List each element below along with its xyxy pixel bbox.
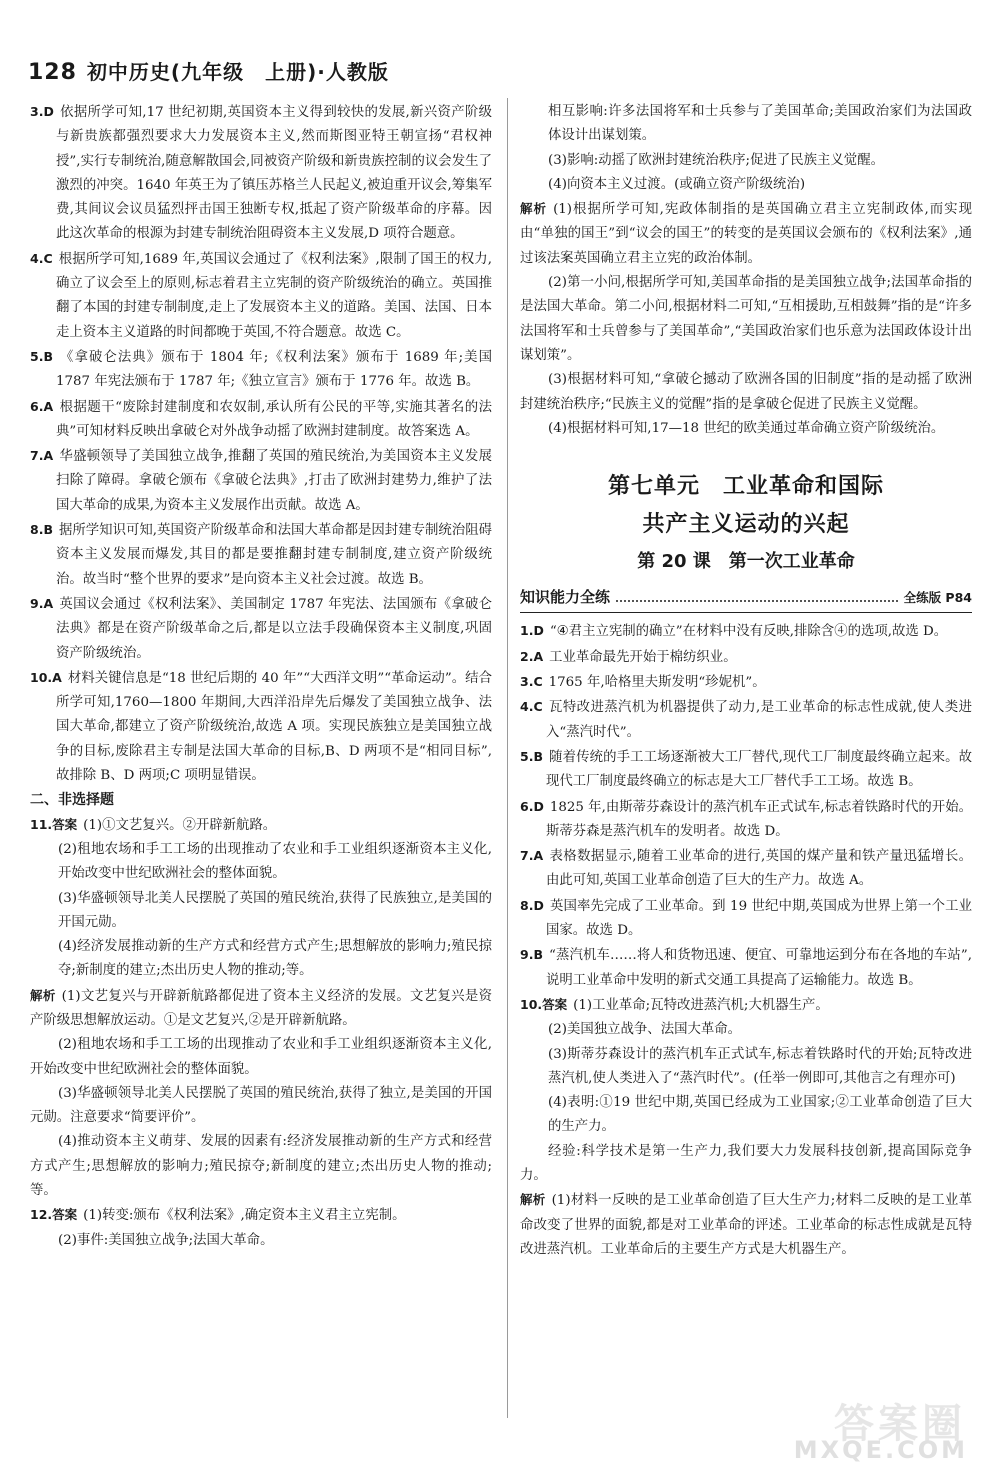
- unit-title: 第七单元 工业革命和国际: [607, 474, 884, 500]
- answer-item: [520, 645, 972, 670]
- answer-text: “蒸汽机车……将人和货物迅速、便宜、可靠地运到分布在各地的车站”,说明工业革命中发明的新式交通工具提高了运输能力。故选 B。: [546, 948, 972, 988]
- answer-item: [520, 695, 972, 745]
- answer-key: 4.C: [30, 250, 53, 266]
- answer-text: 依据所学可知,17 世纪初期,英国资本主义得到较快的发展,新兴资产阶级与新贵族都强烈要求大力发展资本主义,然而斯图亚特王朝宣扬“君权神授”,实行专制统治,随意解散国会,同被资产阶级和新贵族控制的议会发生了激烈的冲突。1640 年英王为了镇压苏格兰人民起义,被迫重开议会,筹集军费,其间议会议员猛烈抨击国王独断专权,抵起了资产阶级革命的序幕。因此这次革命的根源为封建专制统治阻碍资本主义发展,D 项符合题意。: [56, 105, 492, 242]
- analysis-text: (3)华盛顿领导北美人民摆脱了英国的殖民统治,获得了独立,是美国的开国元勋。注意要求“简要评价”。: [30, 1085, 492, 1126]
- answer-key: 4.C: [520, 699, 543, 715]
- lesson-title: 第 20 课 第一次工业革命: [637, 551, 855, 573]
- analysis-item: [520, 197, 972, 271]
- analysis-text: (1)根据所学可知,宪政体制指的是英国确立君主立宪制政体,而实现由“单独的国王”到“议会的国王”的转变的是英国议会颁布的《权利法案》,通过该法案英国确立君主立宪的政治体制。: [520, 202, 972, 266]
- answer-text: (4)经济发展推动新的生产方式和经营方式产生;思想解放的影响力;殖民掠夺;新制度的建立;杰出历史人物的推动;等。: [58, 939, 492, 979]
- answer-text: 根据所学可知,1689 年,英国议会通过了《权利法案》,限制了国王的权力,确立了议会至上的原则,标志着君主立宪制的资产阶级统治的确立。英国推翻了本国的封建专制制度,走上了发展资本主义的道路。美国、法国、日本走上资本主义道路的时间都晚于英国,不符合题意。故选 C。: [56, 251, 492, 340]
- answer-key: 7.A: [520, 848, 544, 864]
- answer-key: 5.B: [30, 348, 53, 364]
- answer-item: [30, 1203, 492, 1228]
- answer-text: 根据题干“废除封建制度和农奴制,承认所有公民的平等,实施其著名的法典”可知材料反映出拿破仑对外战争动摇了欧洲封建制度。故答案选 A。: [56, 399, 492, 439]
- answer-text: (1)工业革命;瓦特改进蒸汽机;大机器生产。: [573, 997, 829, 1013]
- analysis-item: [30, 984, 492, 1034]
- analysis-text: (2)租地农场和手工工场的出现推动了农业和手工业组织逐渐资本主义化,开始改变中世纪欧洲社会的整体面貌。: [30, 1037, 492, 1077]
- answer-text: (3)斯蒂芬森设计的蒸汽机车正式试车,标志着铁路时代的开始;瓦特改进蒸汽机,使人类进入了“蒸汽时代”。(任举一例即可,其他言之有理亦可): [548, 1046, 972, 1086]
- answer-text: (2)租地农场和手工工场的出现推动了农业和手工业组织逐渐资本主义化,开始改变中世纪欧洲社会的整体面貌。: [58, 841, 492, 882]
- answer-item: [30, 592, 492, 666]
- answer-item: [30, 444, 492, 518]
- answer-text: 华盛顿领导了美国独立战争,推翻了英国的殖民统治,为美国资本主义发展扫除了障碍。拿破仑颁布《拿破仑法典》,打击了欧洲封建势力,维护了法国大革命的成果,为资本主义发展作出贡献。故选 A。: [56, 449, 492, 513]
- answer-text: 工业革命最先开始于棉纺织业。: [549, 649, 737, 665]
- section-bar-title: 知识能力全练: [520, 588, 611, 607]
- unit-subtitle: 共产主义运动的兴起: [642, 512, 850, 538]
- page-header: [28, 56, 389, 85]
- book-title: 初中历史(九年级 上册)·人教版: [86, 60, 389, 84]
- answer-item: [520, 844, 972, 894]
- answer-text: 英国率先完成了工业革命。到 19 世纪中期,英国成为世界上第一个工业国家。故选 D。: [546, 898, 972, 939]
- answer-text: (2)美国独立战争、法国大革命。: [548, 1022, 742, 1038]
- analysis-key: 解析: [520, 201, 548, 217]
- answer-item: [30, 813, 492, 838]
- analysis-text: (1)材料一反映的是工业革命创造了巨大生产力;材料二反映的是工业革命改变了世界的面貌,都是对工业革命的评述。工业革命的标志性成就是瓦特改进蒸汽机。工业革命后的主要生产方式是大机器生产。: [520, 1193, 972, 1257]
- watermark-logo-text: 答案圈: [834, 1401, 966, 1447]
- answer-text: 经验:科学技术是第一生产力,我们要大力发展科技创新,提高国际竞争力。: [520, 1143, 972, 1183]
- page-number: 128: [28, 60, 77, 85]
- answer-text: 英国议会通过《权利法案》、美国制定 1787 年宪法、法国颁布《拿破仑法典》都是在资产阶级革命之后,都是以立法手段确保资本主义制度,巩固资产阶级统治。: [56, 596, 492, 661]
- answer-key: 3.D: [30, 104, 54, 119]
- answer-text: 相互影响:许多法国将军和士兵参与了美国革命;美国政治家们为法国政体设计出谋划策。: [548, 104, 972, 144]
- answer-key: 3.C: [520, 674, 543, 690]
- site-watermark: [736, 1392, 986, 1464]
- column-divider: [507, 98, 508, 1418]
- answer-text: (3)影响:动摇了欧洲封建统治秩序;促进了民族主义觉醒。: [548, 152, 884, 168]
- answer-item: [30, 518, 492, 592]
- answer-text: (2)事件:美国独立战争;法国大革命。: [58, 1232, 274, 1248]
- answer-item: [30, 395, 492, 445]
- answer-item: [520, 670, 972, 695]
- answer-item: [520, 894, 972, 944]
- analysis-text: (3)根据材料可知,“拿破仑撼动了欧洲各国的旧制度”指的是动摇了欧洲封建统治秩序;“民族主义的觉醒”指的是拿破仑促进了民族主义觉醒。: [520, 372, 972, 412]
- answer-text: 据所学知识可知,英国资产阶级革命和法国大革命都是因封建专制统治阻碍资本主义发展而爆发,其目的都是要推翻封建专制制度,建立资产阶级统治。故当时“整个世界的要求”是向资本主义社会过渡。故选 B。: [56, 523, 492, 587]
- answer-item: [520, 943, 972, 993]
- answer-key: 8.D: [520, 897, 544, 913]
- answer-item: [520, 795, 972, 845]
- answer-text: (4)表明:①19 世纪中期,英国已经成为工业国家;②工业革命创造了巨大的生产力。: [548, 1095, 972, 1135]
- section-heading: 二、非选择题: [30, 792, 114, 809]
- section-bar: [520, 585, 972, 613]
- answer-item: [30, 100, 492, 247]
- analysis-text: (1)文艺复兴与开辟新航路都促进了资本主义经济的发展。文艺复兴是资产阶级思想解放运动。①是文艺复兴,②是开辟新航路。: [30, 988, 492, 1028]
- answer-key: 7.A: [30, 448, 54, 464]
- answer-key: 1.D: [520, 623, 544, 639]
- answer-text: 1765 年,哈格里夫斯发明“珍妮机”。: [548, 675, 766, 691]
- answer-key: 12.答案: [30, 1207, 78, 1223]
- answer-item: [520, 619, 972, 644]
- answer-key: 9.A: [30, 595, 54, 611]
- answer-key: 10.A: [30, 669, 62, 685]
- answer-item: [30, 666, 492, 788]
- answer-text: (4)向资本主义过渡。(或确立资产阶级统治): [548, 176, 806, 192]
- answer-text: (1)①文艺复兴。②开辟新航路。: [83, 817, 277, 833]
- answer-text: 1825 年,由斯蒂芬森设计的蒸汽机车正式试车,标志着铁路时代的开始。斯蒂芬森是蒸汽机车的发明者。故选 D。: [546, 799, 972, 839]
- answer-item: [520, 993, 972, 1018]
- answer-text: “④君主立宪制的确立”在材料中没有反映,排除含④的选项,故选 D。: [549, 624, 948, 640]
- answer-key: 5.B: [520, 748, 543, 764]
- analysis-key: 解析: [30, 987, 56, 1003]
- dotted-leader: [616, 600, 898, 602]
- answer-text: 瓦特改进蒸汽机为机器提供了动力,是工业革命的标志性成就,使人类进入“蒸汽时代”。: [546, 700, 972, 740]
- analysis-text: (4)推动资本主义萌芽、发展的因素有:经济发展推动新的生产方式和经营方式产生;思想解放的影响力;殖民掠夺;新制度的建立;杰出历史人物的推动;等。: [30, 1134, 492, 1199]
- analysis-text: (2)第一小问,根据所学可知,美国革命指的是美国独立战争;法国革命指的是法国大革命。第二小问,根据材料二可知,“互相援助,互相鼓舞”指的是“许多法国将军和士兵曾参与了美国革命”,“美国政治家们也乐意为法国政体设计出谋划策”。: [520, 275, 972, 363]
- answer-key: 10.答案: [520, 996, 568, 1012]
- answer-item: [30, 345, 492, 395]
- answer-text: 《拿破仑法典》颁布于 1804 年;《权利法案》颁布于 1689 年;美国 1787 年宪法颁布于 1787 年;《独立宣言》颁布于 1776 年。故选 B。: [56, 349, 492, 390]
- answer-key: 11.答案: [30, 816, 78, 832]
- answer-text: 材料关键信息是“18 世纪后期的 40 年”“大西洋文明”“革命运动”。结合所学可知,1760—1800 年期间,大西洋沿岸先后爆发了美国独立战争、法国大革命,都建立了资产阶级统治,故选 A 项。实现民族独立是美国独立战争的目标,废除君主专制是法国大革命的目标,B、D 两项不是“相同目标”,故排除 B、D 两项;C 项明显错误。: [56, 670, 492, 784]
- right-column: [520, 100, 972, 1262]
- answer-text: 表格数据显示,随着工业革命的进行,英国的煤产量和铁产量迅猛增长。由此可知,英国工业革命创造了巨大的生产力。故选 A。: [546, 849, 972, 889]
- answer-key: 6.A: [30, 398, 54, 414]
- analysis-text: (4)根据材料可知,17—18 世纪的欧美通过革命确立资产阶级统治。: [548, 420, 945, 436]
- analysis-key: 解析: [520, 1192, 546, 1208]
- answer-item: [520, 745, 972, 795]
- answer-key: 2.A: [520, 648, 544, 664]
- answer-key: 6.D: [520, 798, 544, 814]
- analysis-item: [520, 1188, 972, 1262]
- watermark-url: MXQE.COM: [793, 1436, 968, 1464]
- answer-text: (3)华盛顿领导北美人民摆脱了英国的殖民统治,获得了民族独立,是美国的开国元勋。: [58, 890, 492, 930]
- section-bar-page-ref: 全练版 P84: [903, 590, 972, 606]
- answer-key: 8.B: [30, 522, 53, 538]
- answer-text: 随着传统的手工工场逐渐被大工厂替代,现代工厂制度最终确立起来。故现代工厂制度最终确立的标志是大工厂替代手工工场。故选 B。: [546, 749, 972, 790]
- left-column: [30, 100, 492, 1253]
- answer-key: 9.B: [520, 947, 543, 963]
- answer-item: [30, 247, 492, 345]
- answer-text: (1)转变:颁布《权利法案》,确定资本主义君主立宪制。: [83, 1208, 406, 1224]
